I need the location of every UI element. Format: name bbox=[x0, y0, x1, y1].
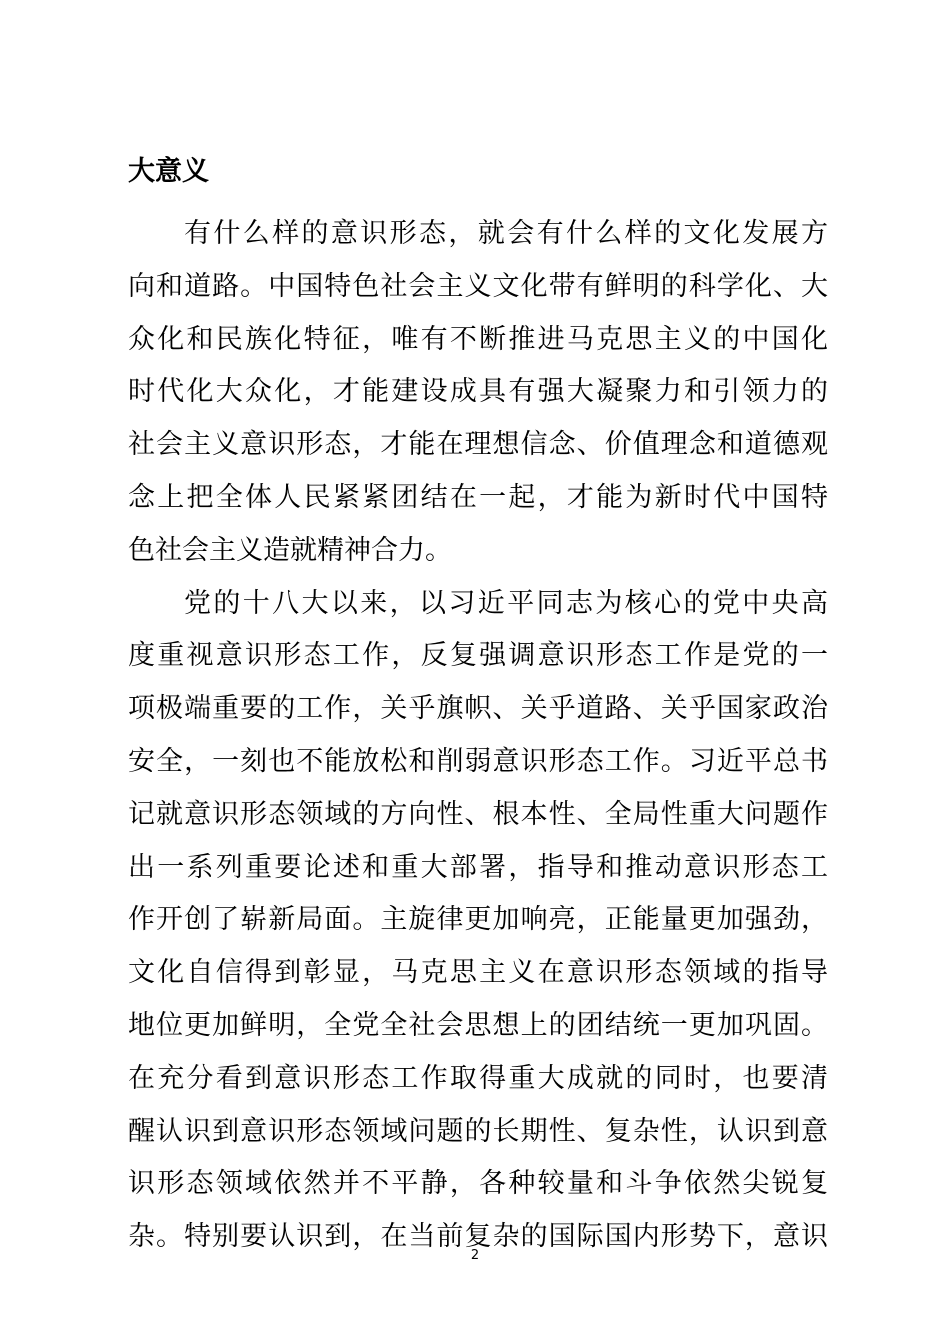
paragraph-line: 时代化大众化，才能建设成具有强大凝聚力和引领力的 bbox=[128, 376, 828, 408]
paragraph-line: 在充分看到意识形态工作取得重大成就的同时，也要清 bbox=[128, 1062, 828, 1094]
paragraph-line: 众化和民族化特征，唯有不断推进马克思主义的中国化 bbox=[128, 323, 828, 355]
paragraph-2 bbox=[128, 578, 828, 1264]
section-heading: 大意义 bbox=[128, 156, 209, 187]
paragraph-line: 项极端重要的工作，关乎旗帜、关乎道路、关乎国家政治 bbox=[128, 693, 828, 725]
paragraph-line: 作开创了崭新局面。主旋律更加响亮，正能量更加强劲， bbox=[128, 904, 828, 936]
paragraph-line: 杂。特别要认识到，在当前复杂的国际国内形势下，意识 bbox=[128, 1221, 828, 1253]
paragraph-line: 安全，一刻也不能放松和削弱意识形态工作。习近平总书 bbox=[128, 745, 828, 777]
paragraph-line: 色社会主义造就精神合力。 bbox=[128, 534, 452, 566]
paragraph-line: 党的十八大以来，以习近平同志为核心的党中央高 bbox=[184, 587, 828, 619]
paragraph-line: 文化自信得到彰显，马克思主义在意识形态领域的指导 bbox=[128, 957, 828, 989]
paragraph-line: 醒认识到意识形态领域问题的长期性、复杂性，认识到意 bbox=[128, 1115, 828, 1147]
paragraph-line: 记就意识形态领域的方向性、根本性、全局性重大问题作 bbox=[128, 798, 828, 830]
body-text bbox=[128, 208, 828, 1264]
paragraph-line: 出一系列重要论述和重大部署，指导和推动意识形态工 bbox=[128, 851, 828, 883]
page-number: 2 bbox=[470, 1248, 480, 1263]
paragraph-line: 有什么样的意识形态，就会有什么样的文化发展方 bbox=[184, 218, 828, 249]
paragraph-line: 度重视意识形态工作，反复强调意识形态工作是党的一 bbox=[128, 640, 828, 672]
paragraph-line: 地位更加鲜明，全党全社会思想上的团结统一更加巩固。 bbox=[128, 1009, 828, 1041]
paragraph-line: 念上把全体人民紧紧团结在一起，才能为新时代中国特 bbox=[128, 481, 828, 513]
paragraph-line: 识形态领域依然并不平静，各种较量和斗争依然尖锐复 bbox=[128, 1168, 828, 1200]
paragraph-line: 向和道路。中国特色社会主义文化带有鲜明的科学化、大 bbox=[128, 270, 828, 302]
paragraph-line: 社会主义意识形态，才能在理想信念、价值理念和道德观 bbox=[128, 429, 828, 461]
paragraph-1 bbox=[128, 208, 828, 578]
